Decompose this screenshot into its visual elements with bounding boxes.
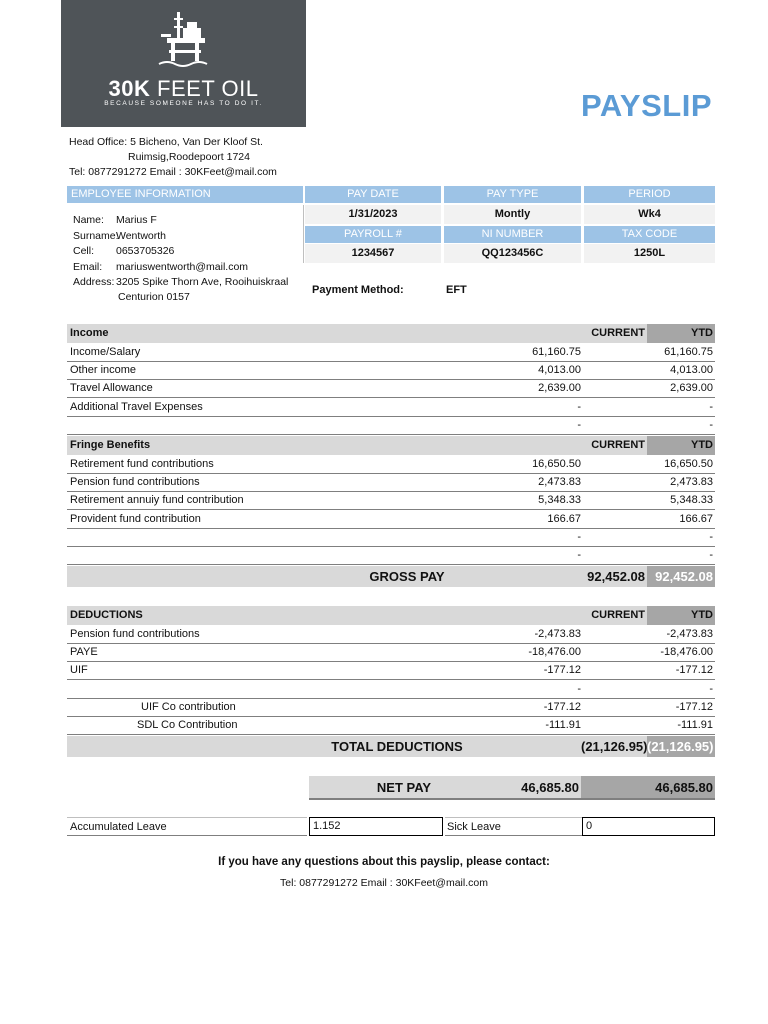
gross-pay-label: GROSS PAY [369,569,445,584]
company-contact: Tel: 0877291272 Email : 30KFeet@mail.com [69,166,277,178]
pay-date-header: PAY DATE [305,186,441,203]
row-current: -111.91 [545,719,581,731]
row-label: PAYE [70,646,98,659]
table-row [67,456,715,474]
row-label: Income/Salary [70,346,141,358]
employee-name: Marius F [116,214,157,226]
table-row [67,474,715,492]
table-row [67,399,715,417]
row-ytd: - [709,530,713,543]
grid-divider [303,205,304,263]
row-label: UIF [70,664,88,677]
row-ytd: - [709,549,713,561]
total-deductions-row [67,736,715,757]
employee-cell: 0653705326 [116,245,175,257]
net-pay-label: NET PAY [376,780,432,795]
row-ytd: -18,476.00 [660,646,713,659]
row-label: Provident fund contribution [70,512,201,525]
row-current: 5,348.33 [538,494,581,507]
employee-email-row: Email: mariuswentworth@mail.com [73,261,249,273]
row-ytd: - [709,682,713,695]
row-label: Travel Allowance [70,382,153,395]
footer-contact: Tel: 0877291272 Email : 30KFeet@mail.com [280,877,488,889]
row-ytd: 5,348.33 [670,494,713,507]
row-current: 61,160.75 [532,346,581,358]
tax-code-value: 1250L [584,244,715,263]
footer-question: If you have any questions about this payslip, please contact: [218,856,550,868]
table-row [67,644,715,662]
row-label: Other income [70,364,137,377]
row-current: - [577,549,581,561]
row-current: - [577,418,581,431]
period-value: Wk4 [584,205,715,224]
table-row [67,417,715,435]
row-current: -2,473.83 [534,628,581,640]
row-label: SDL Co Contribution [137,719,238,731]
table-row [67,362,715,380]
row-ytd: - [709,418,713,431]
row-current: -177.12 [543,664,581,677]
row-ytd: 4,013.00 [670,364,713,377]
table-row [67,529,715,547]
sick-leave-value: 0 [582,817,715,836]
row-ytd: -111.91 [677,719,713,731]
tax-code-header: TAX CODE [584,226,715,243]
company-logo [61,0,306,127]
company-tagline: BECAUSE SOMEONE HAS TO DO IT. [104,100,263,107]
period-header: PERIOD [584,186,715,203]
row-ytd: -2,473.83 [666,628,713,640]
row-current: - [577,400,581,413]
employee-address-row: Address: 3205 Spike Thorn Ave, Rooihuiskraal [73,276,289,288]
row-current: 2,473.83 [538,476,581,489]
table-row [67,662,715,680]
table-row [67,511,715,529]
total-deductions-label: TOTAL DEDUCTIONS [331,739,463,754]
net-pay-row [309,776,715,800]
table-row [67,344,715,362]
row-current: 16,650.50 [532,458,581,470]
row-label: Retirement fund contributions [70,458,214,470]
row-ytd: 61,160.75 [664,346,713,358]
total-deductions-current: (21,126.95) [581,736,647,757]
employee-address-line2: Centurion 0157 [118,291,190,303]
row-label: Retirement annuiy fund contribution [70,494,244,507]
gross-pay-ytd: 92,452.08 [647,566,715,587]
page-title: PAYSLIP [581,88,712,123]
table-row [67,547,715,565]
company-name: 30K FEET OIL [108,76,259,101]
deductions-header: DEDUCTIONS CURRENT YTD [67,606,715,625]
employee-surname: Wentworth [116,230,166,242]
row-ytd: -177.12 [675,664,713,677]
table-row [67,626,715,644]
row-current: -177.12 [543,700,581,713]
total-deductions-ytd: (21,126.95) [647,736,715,757]
net-pay-current: 46,685.80 [521,780,579,795]
table-row [67,717,715,735]
row-label: UIF Co contribution [141,700,236,713]
row-label: Pension fund contributions [70,628,200,640]
employee-email: mariuswentworth@mail.com [116,261,249,273]
payroll-value: 1234567 [305,244,441,263]
ni-number-value: QQ123456C [444,244,581,263]
ni-number-header: NI NUMBER [444,226,581,243]
row-current: -18,476.00 [528,646,581,659]
income-header: Income CURRENT YTD [67,324,715,343]
accumulated-leave-value: 1.152 [309,817,443,836]
table-row [67,681,715,699]
employee-address-line1: 3205 Spike Thorn Ave, Rooihuiskraal [116,276,289,288]
table-row [67,380,715,398]
oil-rig-icon [153,8,215,70]
gross-pay-row [67,566,715,587]
row-ytd: 16,650.50 [664,458,713,470]
employee-cell-row: Cell: 0653705326 [73,245,175,257]
row-ytd: 2,639.00 [670,382,713,395]
row-current: - [577,530,581,543]
row-ytd: 2,473.83 [670,476,713,489]
net-pay-ytd: 46,685.80 [581,776,715,798]
table-row [67,699,715,717]
row-label: Pension fund contributions [70,476,200,489]
pay-type-value: Montly [444,205,581,224]
gross-pay-current: 92,452.08 [581,566,647,587]
pay-type-header: PAY TYPE [444,186,581,203]
row-current: 2,639.00 [538,382,581,395]
company-address-line2: Ruimsig,Roodepoort 1724 [128,151,250,163]
row-ytd: 166.67 [679,512,713,525]
row-current: - [577,682,581,695]
pay-date-value: 1/31/2023 [305,205,441,224]
fringe-benefits-header: Fringe Benefits CURRENT YTD [67,436,715,455]
row-current: 166.67 [547,512,581,525]
company-address-line1: Head Office: 5 Bicheno, Van Der Kloof St. [69,136,263,148]
accumulated-leave-label: Accumulated Leave [67,817,307,836]
employee-surname-row: Surname:Wentworth [73,230,166,242]
payment-method-label: Payment Method: [312,284,404,296]
employee-name-row: Name: Marius F [73,214,157,226]
row-label: Additional Travel Expenses [70,400,203,413]
payroll-header: PAYROLL # [305,226,441,243]
row-ytd: - [709,400,713,413]
sick-leave-label: Sick Leave [445,817,582,836]
table-row [67,492,715,510]
payment-method-value: EFT [446,284,467,296]
row-ytd: -177.12 [675,700,713,713]
row-current: 4,013.00 [538,364,581,377]
employee-info-header: EMPLOYEE INFORMATION [67,186,303,203]
